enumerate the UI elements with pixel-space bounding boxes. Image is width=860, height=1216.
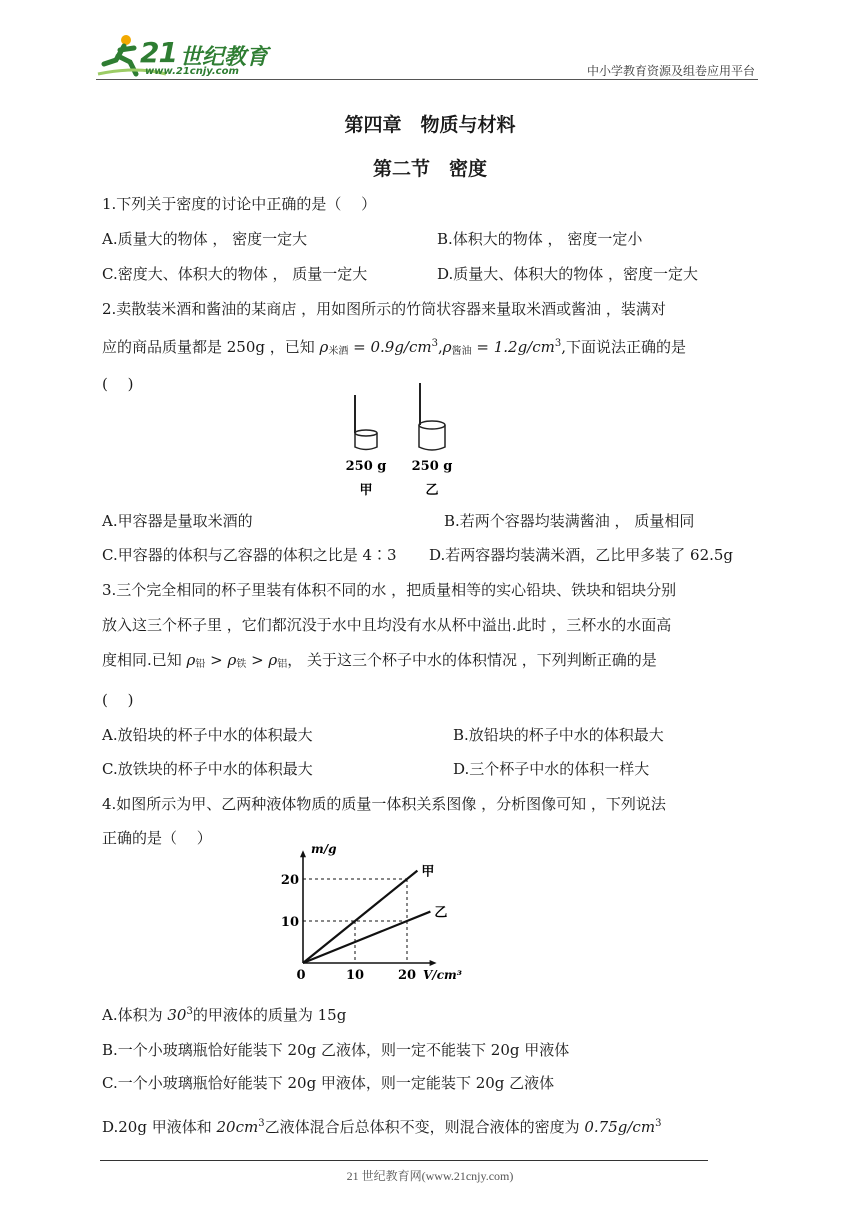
- q2-containers-figure: [340, 375, 470, 500]
- platform-name: 中小学教育资源及组卷应用平台: [586, 64, 755, 78]
- series-label-1: 乙: [434, 905, 448, 921]
- series-line-1: [303, 912, 430, 963]
- q4-option-b: B.一个小玻璃瓶恰好能装下 20g 乙液体，则一定不能装下 20g 甲液体: [102, 1041, 570, 1059]
- q4-line1: 4.如图所示为甲、乙两种液体物质的质量一体积关系图像 ，分析图像可知 ，下列说法: [102, 795, 666, 813]
- q2-option-c: C.甲容器的体积与乙容器的体积之比是 4∶3: [102, 546, 397, 564]
- y-tick-label-1: 20: [280, 873, 299, 888]
- q3-option-c: C.放铁块的杯子中水的体积最大: [102, 760, 313, 778]
- y-tick-label-0: 10: [280, 915, 299, 930]
- mass-volume-chart: [275, 835, 480, 983]
- q3-option-b: B.放铅块的杯子中水的体积最大: [453, 726, 664, 744]
- q3-option-d: D.三个杯子中水的体积一样大: [453, 760, 650, 778]
- series-line-0: [303, 871, 417, 963]
- q4-option-a: A.体积为 $30^3$的甲液体的质量为 15g: [102, 1006, 347, 1024]
- y-axis-label: m/g: [311, 842, 337, 856]
- x-tick-label-1: 20: [397, 968, 417, 983]
- container-b-label: 乙: [425, 483, 439, 498]
- q4-option-c: C.一个小玻璃瓶恰好能装下 20g 甲液体，则一定能装下 20g 乙液体: [102, 1074, 555, 1092]
- footer-text: 21 世纪教育网(www.21cnjy.com): [346, 1169, 514, 1183]
- q4-option-d: D.20g 甲液体和 $20cm^3$乙液体混合后总体积不变，则混合液体的密度为 $0.75g/cm^3$: [102, 1118, 662, 1136]
- header-divider: [96, 79, 758, 80]
- q1-option-a: A.质量大的物体 ， 密度一定大: [102, 230, 308, 248]
- q3-line2: 放入这三个杯子里 ，它们都沉没于水中且均没有水从杯中溢出.此时 ，三杯水的水面高: [102, 616, 672, 634]
- footer-divider: [100, 1160, 708, 1161]
- q3-answer-paren: ( ): [102, 691, 134, 709]
- q2-answer-paren: ( ): [102, 375, 134, 393]
- q1-stem: 1.下列关于密度的讨论中正确的是（ ）: [102, 195, 377, 213]
- q2-line1: 2.卖散装米酒和酱油的某商店 ，用如图所示的竹筒状容器来量取米酒或酱油 ，装满对: [102, 300, 666, 318]
- q4-line2: 正确的是（ ）: [102, 829, 212, 847]
- x-tick-label-0: 10: [345, 968, 365, 983]
- q3-line1: 3.三个完全相同的杯子里装有体积不同的水 ，把质量相等的实心铅块、铁块和铝块分别: [102, 581, 677, 599]
- container-a-mass: 250 g: [345, 459, 387, 474]
- q2-option-a: A.甲容器是量取米酒的: [102, 512, 253, 530]
- q3-line3: 度相同.已知 $\rho_铅 > \rho_铁 > \rho_铝$， 关于这三个杯子中水的体积情况 ，下列判断正确的是: [102, 651, 657, 670]
- container-a-label: 甲: [359, 483, 373, 498]
- q1-option-b: B.体积大的物体 ， 密度一定小: [437, 230, 643, 248]
- q1-option-d: D.质量大、体积大的物体 ，密度一定大: [437, 265, 699, 283]
- logo-number: 21: [140, 36, 177, 69]
- q3-option-a: A.放铅块的杯子中水的体积最大: [102, 726, 313, 744]
- q1-option-c: C.密度大、体积大的物体 ， 质量一定大: [102, 265, 368, 283]
- chapter-title: 第四章 物质与材料: [344, 114, 516, 136]
- x-axis-arrow: [430, 960, 437, 966]
- container-b-mass: 250 g: [411, 459, 453, 474]
- q2-line2: 应的商品质量都是 250g ，已知 $\rho_{米酒} = 0.9g/cm^3,\rho_{酱油} = 1.2g/cm^3$,下面说法正确的是: [102, 338, 687, 357]
- origin-label: 0: [296, 968, 306, 983]
- series-label-0: 甲: [421, 864, 435, 880]
- logo-url: www.21cnjy.com: [145, 66, 239, 77]
- q2-option-b: B.若两个容器均装满酱油 ， 质量相同: [444, 512, 695, 530]
- q2-option-d: D.若两容器均装满米酒，乙比甲多装了 62.5g: [429, 546, 734, 564]
- x-axis-label: V/cm³: [423, 968, 462, 982]
- section-title: 第二节 密度: [372, 158, 487, 180]
- logo-text: 世纪教育: [180, 45, 269, 70]
- y-axis-arrow: [300, 850, 306, 857]
